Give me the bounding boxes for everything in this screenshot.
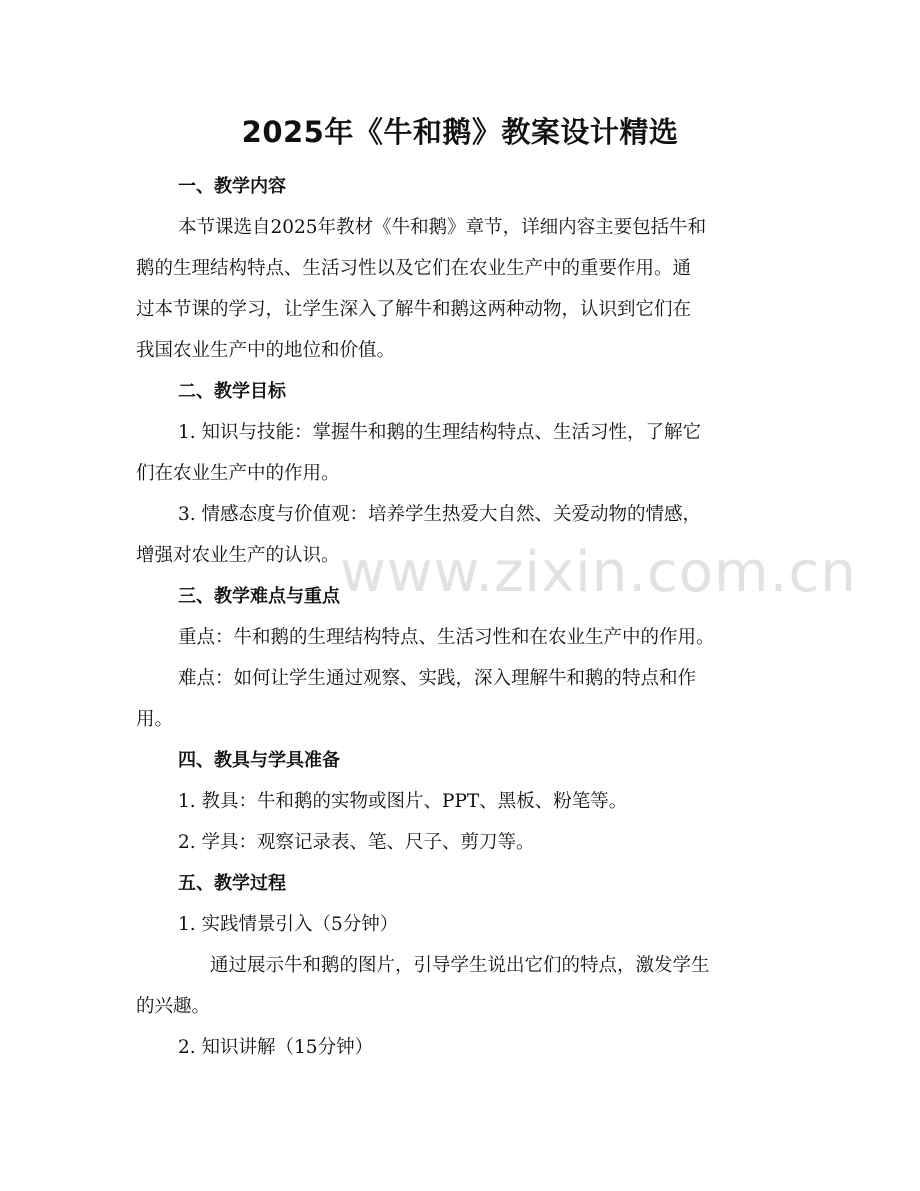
paragraph-line: 鹅的生理结构特点、生活习性以及它们在农业生产中的重要作用。通 <box>136 258 692 279</box>
paragraph-line: 用。 <box>136 709 174 730</box>
paragraph-line: 1. 实践情景引入（5分钟） <box>178 914 399 935</box>
paragraph-line: 增强对农业生产的认识。 <box>136 545 340 566</box>
section-heading-2: 二、教学目标 <box>178 381 286 402</box>
paragraph-line: 们在农业生产中的作用。 <box>136 463 340 484</box>
paragraph-line: 重点：牛和鹅的生理结构特点、生活习性和在农业生产中的作用。 <box>178 627 715 648</box>
paragraph-line: 2. 学具：观察记录表、笔、尺子、剪刀等。 <box>178 832 535 853</box>
section-heading-1: 一、教学内容 <box>178 176 286 197</box>
paragraph-line: 1. 教具：牛和鹅的实物或图片、PPT、黑板、粉笔等。 <box>178 791 628 812</box>
paragraph-line: 通过展示牛和鹅的图片，引导学生说出它们的特点，激发学生 <box>210 955 710 976</box>
section-heading-4: 四、教具与学具准备 <box>178 750 340 771</box>
paragraph-line: 本节课选自2025年教材《牛和鹅》章节，详细内容主要包括牛和 <box>178 217 707 238</box>
watermark: www.zixin.com.cn <box>340 540 857 605</box>
paragraph-line: 的兴趣。 <box>136 996 211 1017</box>
section-heading-5: 五、教学过程 <box>178 873 286 894</box>
paragraph-line: 1. 知识与技能：掌握牛和鹅的生理结构特点、生活习性，了解它 <box>178 422 702 443</box>
section-heading-3: 三、教学难点与重点 <box>178 586 340 607</box>
paragraph-line: 过本节课的学习，让学生深入了解牛和鹅这两种动物，认识到它们在 <box>136 299 692 320</box>
document-title: 2025年《牛和鹅》教案设计精选 <box>241 115 679 149</box>
paragraph-line: 难点：如何让学生通过观察、实践，深入理解牛和鹅的特点和作 <box>178 668 697 689</box>
paragraph-line: 3. 情感态度与价值观：培养学生热爱大自然、关爱动物的情感， <box>178 504 702 525</box>
paragraph-line: 2. 知识讲解（15分钟） <box>178 1037 374 1058</box>
paragraph-line: 我国农业生产中的地位和价值。 <box>136 340 396 361</box>
